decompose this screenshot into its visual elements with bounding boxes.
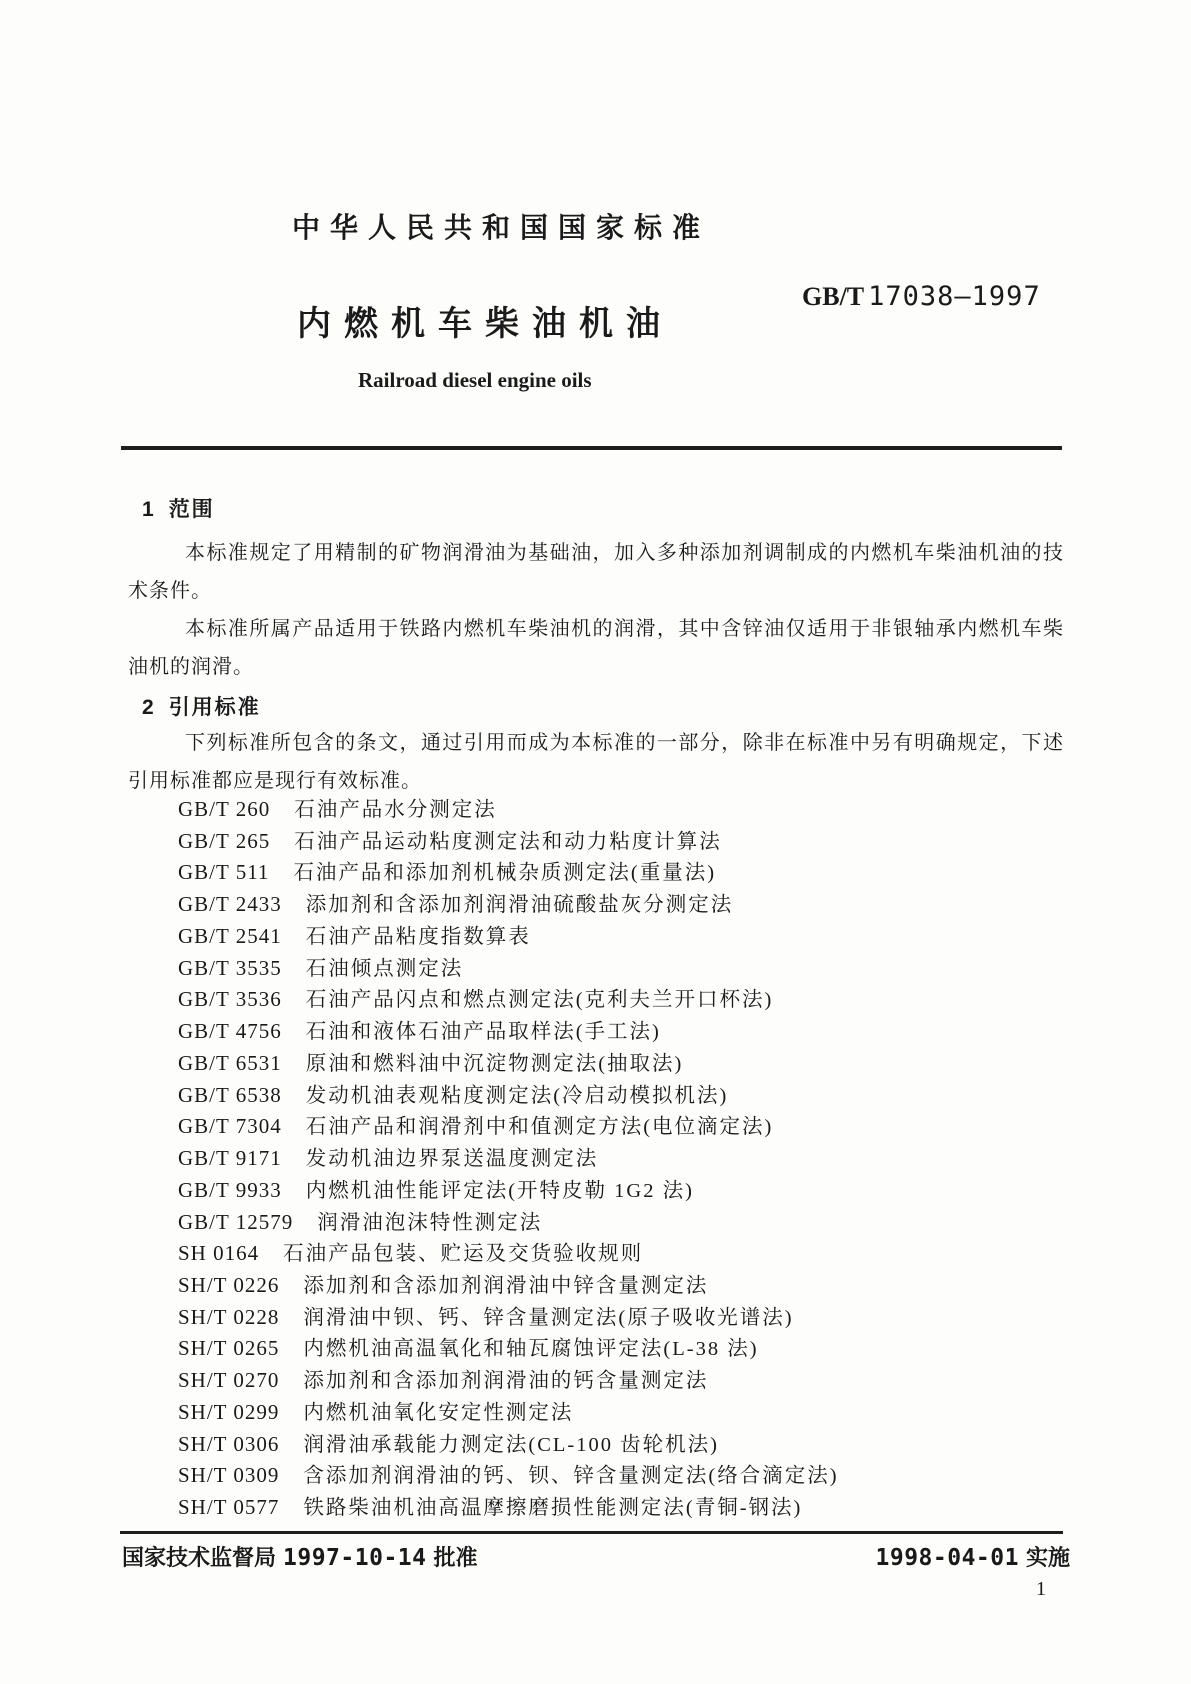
header-divider-rule	[121, 446, 1062, 450]
reference-code: GB/T 260	[178, 797, 271, 821]
reference-code: SH/T 0265	[178, 1336, 280, 1361]
reference-item	[178, 1270, 839, 1302]
reference-code: GB/T 2433	[178, 892, 282, 917]
reference-title: 石油产品包装、贮运及交货验收规则	[283, 1243, 644, 1266]
section-1-number: 1	[142, 498, 154, 521]
reference-title: 润滑油承载能力测定法(CL-100 齿轮机法)	[303, 1433, 719, 1456]
reference-item	[178, 1397, 839, 1429]
reference-item	[178, 1238, 839, 1270]
reference-code: GB/T 12579	[178, 1209, 294, 1234]
reference-code: SH/T 0228	[178, 1304, 280, 1329]
reference-code: GB/T 4756	[178, 1019, 282, 1044]
approval-action: 批准	[433, 1545, 478, 1570]
reference-item	[178, 1080, 839, 1112]
approval-agency: 国家技术监督局	[122, 1545, 277, 1570]
reference-code: SH/T 0270	[178, 1368, 280, 1393]
reference-title: 添加剂和含添加剂润滑油硫酸盐灰分测定法	[305, 894, 734, 917]
approval-statement	[122, 1541, 478, 1572]
reference-code: GB/T 511	[178, 860, 270, 885]
reference-code: SH/T 0577	[178, 1495, 280, 1520]
reference-title: 石油产品和添加剂机械杂质测定法(重量法)	[293, 862, 717, 885]
reference-code: GB/T 9933	[178, 1177, 282, 1202]
implementation-statement	[869, 1541, 1071, 1572]
references-intro-paragraph: 下列标准所包含的条文，通过引用而成为本标准的一部分，除非在标准中另有明确规定，下述引用标准都应是现行有效标准。	[128, 732, 1064, 792]
reference-code: GB/T 7304	[178, 1114, 282, 1139]
scope-paragraph-2: 本标准所属产品适用于铁路内燃机车柴油机的润滑，其中含锌油仅适用于非银轴承内燃机车柴油机的润滑。	[128, 618, 1064, 678]
reference-code: SH/T 0309	[178, 1463, 280, 1488]
reference-title: 石油倾点测定法	[305, 957, 464, 980]
reference-item	[178, 1143, 839, 1175]
reference-title: 发动机油边界泵送温度测定法	[305, 1148, 599, 1171]
reference-code: SH/T 0306	[178, 1431, 280, 1456]
reference-item	[178, 889, 839, 921]
reference-item	[178, 1302, 839, 1334]
reference-title: 内燃机油性能评定法(开特皮勒 1G2 法)	[305, 1179, 694, 1202]
reference-item	[178, 1207, 839, 1239]
reference-title: 添加剂和含添加剂润滑油的钙含量测定法	[303, 1370, 709, 1393]
section-1-title: 范围	[168, 498, 215, 521]
section-2-number: 2	[142, 696, 154, 719]
scope-paragraph-1: 本标准规定了用精制的矿物润滑油为基础油，加入多种添加剂调制成的内燃机车柴油机油的技术条件。	[128, 542, 1064, 602]
reference-item	[178, 1111, 839, 1143]
reference-item	[178, 1048, 839, 1080]
section-2-heading	[142, 691, 261, 721]
reference-title: 发动机油表观粘度测定法(冷启动模拟机法)	[305, 1084, 729, 1107]
reference-item	[178, 1429, 839, 1461]
reference-code: GB/T 3536	[178, 987, 282, 1012]
reference-code: GB/T 3535	[178, 955, 282, 980]
section-1-heading	[142, 493, 215, 523]
reference-item	[178, 1016, 839, 1048]
national-standard-header: 中华人民共和国国家标准	[292, 212, 711, 243]
reference-item	[178, 857, 839, 889]
reference-title: 添加剂和含添加剂润滑油中锌含量测定法	[303, 1275, 709, 1298]
reference-item	[178, 826, 839, 858]
standard-code-number: 17038—1997	[868, 281, 1041, 312]
reference-title: 石油产品粘度指数算表	[305, 925, 531, 948]
standard-code-prefix: GB/T	[802, 282, 865, 311]
reference-title: 内燃机油氧化安定性测定法	[303, 1401, 574, 1424]
implementation-date: 1998-04-01	[875, 1545, 1019, 1571]
reference-code: GB/T 9171	[178, 1146, 282, 1171]
reference-title: 含添加剂润滑油的钙、钡、锌含量测定法(络合滴定法)	[303, 1465, 839, 1488]
reference-code: GB/T 6531	[178, 1050, 282, 1075]
reference-title: 石油产品运动粘度测定法和动力粘度计算法	[294, 830, 722, 853]
referenced-standards-list	[178, 794, 839, 1524]
reference-title: 内燃机油高温氧化和轴瓦腐蚀评定法(L-38 法)	[303, 1338, 759, 1361]
reference-item	[178, 984, 839, 1016]
reference-title: 石油产品闪点和燃点测定法(克利夫兰开口杯法)	[305, 989, 774, 1012]
reference-title: 铁路柴油机油高温摩擦磨损性能测定法(青铜-钢法)	[303, 1497, 803, 1520]
reference-title: 润滑油中钡、钙、锌含量测定法(原子吸收光谱法)	[303, 1306, 794, 1329]
reference-title: 石油产品水分测定法	[294, 799, 497, 821]
reference-code: GB/T 2541	[178, 923, 282, 948]
reference-item	[178, 1460, 839, 1492]
reference-item	[178, 1175, 839, 1207]
document-title-chinese: 内燃机车柴油机油	[297, 305, 673, 343]
reference-title: 原油和燃料油中沉淀物测定法(抽取法)	[305, 1052, 684, 1075]
reference-item	[178, 794, 839, 826]
document-title-english: Railroad diesel engine oils	[358, 368, 592, 392]
reference-item	[178, 921, 839, 953]
reference-item	[178, 1333, 839, 1365]
reference-item	[178, 953, 839, 985]
footer-divider-rule	[120, 1531, 1063, 1534]
page-number: 1	[1036, 1578, 1046, 1600]
reference-title: 石油和液体石油产品取样法(手工法)	[305, 1021, 661, 1044]
reference-code: SH/T 0299	[178, 1399, 280, 1424]
reference-code: GB/T 6538	[178, 1082, 282, 1107]
reference-title: 石油产品和润滑剂中和值测定方法(电位滴定法)	[305, 1116, 774, 1139]
approval-date: 1997-10-14	[283, 1545, 427, 1571]
reference-code: SH/T 0226	[178, 1273, 280, 1298]
implementation-action: 实施	[1025, 1545, 1070, 1570]
section-2-title: 引用标准	[168, 696, 261, 719]
reference-title: 润滑油泡沫特性测定法	[317, 1211, 543, 1234]
reference-item	[178, 1492, 839, 1524]
reference-code: SH 0164	[178, 1241, 260, 1266]
standard-code	[802, 281, 1041, 312]
reference-code: GB/T 265	[178, 828, 271, 853]
reference-item	[178, 1365, 839, 1397]
